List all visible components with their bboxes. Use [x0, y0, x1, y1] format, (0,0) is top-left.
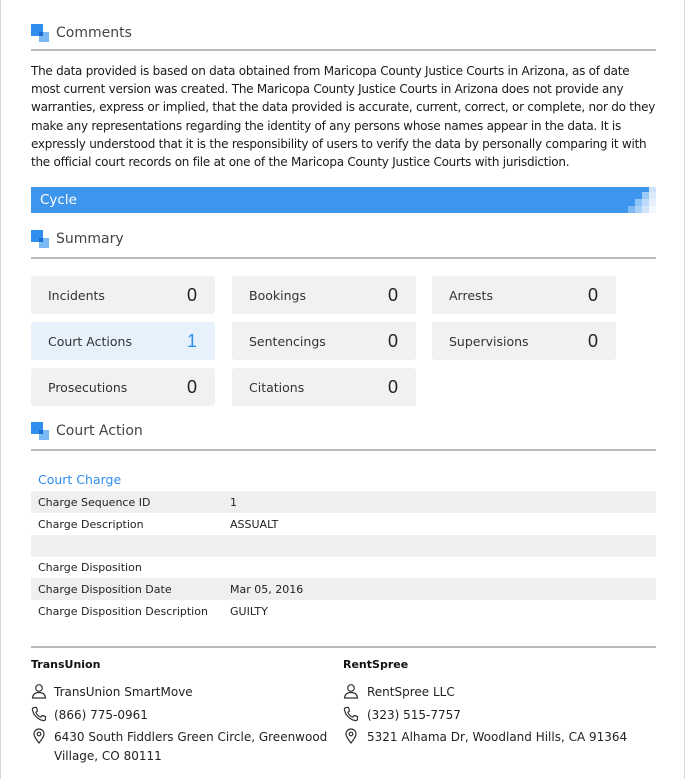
comments-divider: [31, 49, 656, 51]
location-pin-icon: [343, 728, 359, 744]
row-key: Charge Description: [38, 518, 144, 531]
card-label: Prosecutions: [48, 380, 128, 395]
table-row: [31, 600, 656, 622]
card-label: Incidents: [48, 288, 105, 303]
card-count: 0: [387, 285, 398, 305]
table-row: [31, 491, 656, 513]
summary-header: [31, 228, 656, 252]
court-charge-title: Court Charge: [38, 472, 122, 487]
card-label: Court Actions: [48, 334, 132, 349]
contact-name-right: RentSpree LLC: [367, 685, 455, 699]
row-value: ASSUALT: [230, 518, 279, 531]
person-icon: [31, 683, 47, 699]
summary-card-supervisions[interactable]: [432, 322, 616, 360]
card-count: 0: [387, 377, 398, 397]
summary-card-incidents[interactable]: [31, 276, 215, 314]
court-action-divider: [31, 449, 656, 451]
court-action-title: Court Action: [56, 423, 143, 439]
contact-name-left: TransUnion SmartMove: [54, 685, 193, 699]
section-square-icon: [31, 422, 49, 440]
summary-card-citations[interactable]: [232, 368, 416, 406]
section-square-icon: [31, 24, 49, 42]
summary-card-prosecutions[interactable]: [31, 368, 215, 406]
card-label: Supervisions: [449, 334, 529, 349]
contact-address-left-line1: 6430 South Fiddlers Green Circle, Greenwood: [54, 730, 328, 744]
agency-heading-right: RentSpree: [343, 658, 409, 671]
card-label: Arrests: [449, 288, 493, 303]
contact-address-left-line2: Village, CO 80111: [54, 749, 162, 763]
contact-phone-right[interactable]: (323) 515-7757: [367, 708, 461, 722]
row-value: 1: [230, 496, 237, 509]
table-row: [31, 578, 656, 600]
section-square-icon: [31, 230, 49, 248]
card-count: 0: [186, 377, 197, 397]
person-icon: [343, 683, 359, 699]
summary-card-bookings[interactable]: [232, 276, 416, 314]
card-count: 1: [186, 331, 197, 351]
comments-text: The data provided is based on data obtained from Maricopa County Justice Courts in Arizona, as of date most current version was created. The Maricopa County Justice Courts in Arizona does not provide any warranties, express or implied, that the data provided is accurate, current, correct, or complete, nor do they make any representations regarding the identity of any persons whose names appear in the data. It is expressly understood that it is the responsibility of users to verify the data by personally comparing it with the official court records on file at one of the Maricopa County Justice Courts with jurisdiction.: [31, 64, 656, 170]
contact-address-right: 5321 Alhama Dr, Woodland Hills, CA 91364: [367, 730, 628, 744]
card-label: Bookings: [249, 288, 306, 303]
table-row: [31, 556, 656, 578]
table-row: [31, 535, 656, 557]
comments-header: [31, 22, 656, 46]
card-count: 0: [587, 331, 598, 351]
court-action-header: [31, 420, 656, 444]
cycle-label: Cycle: [40, 192, 77, 208]
table-row: [31, 513, 656, 535]
row-value: GUILTY: [230, 605, 268, 618]
row-value: Mar 05, 2016: [230, 583, 304, 596]
card-label: Sentencings: [249, 334, 326, 349]
cycle-bar: [31, 187, 656, 213]
summary-title: Summary: [56, 231, 124, 247]
summary-divider: [31, 257, 656, 259]
card-label: Citations: [249, 380, 305, 395]
contact-phone-left[interactable]: (866) 775-0961: [54, 708, 148, 722]
summary-card-arrests[interactable]: [432, 276, 616, 314]
agency-heading-left: TransUnion: [31, 658, 101, 671]
row-key: Charge Disposition: [38, 561, 142, 574]
card-count: 0: [186, 285, 197, 305]
phone-icon: [31, 706, 47, 722]
summary-card-sentencings[interactable]: [232, 322, 416, 360]
footer-divider: [31, 646, 656, 648]
card-count: 0: [587, 285, 598, 305]
comments-title: Comments: [56, 25, 132, 41]
row-key: Charge Disposition Date: [38, 583, 172, 596]
row-key: Charge Disposition Description: [38, 605, 208, 618]
phone-icon: [343, 706, 359, 722]
location-pin-icon: [31, 728, 47, 744]
summary-card-court-actions[interactable]: [31, 322, 215, 360]
card-count: 0: [387, 331, 398, 351]
row-key: Charge Sequence ID: [38, 496, 151, 509]
